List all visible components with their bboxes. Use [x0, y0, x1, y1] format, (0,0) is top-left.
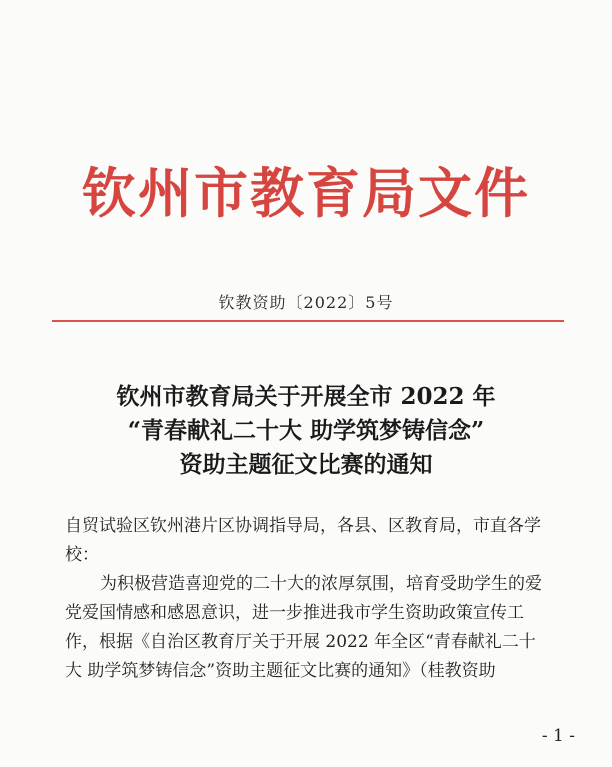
body-paragraph-line-2: 党爱国情感和感恩意识，进一步推进我市学生资助政策宣传工: [65, 603, 524, 623]
document-number: 钦教资助〔2022〕5号: [218, 293, 394, 312]
notice-title-line-2: “青春献礼二十大 助学筑梦铸信念”: [127, 417, 485, 444]
addressee-line-1: 自贸试验区钦州港片区协调指导局，各县、区教育局，市直各学: [65, 516, 541, 536]
notice-body: [65, 512, 565, 686]
notice-title-line-3: 资助主题征文比赛的通知: [179, 451, 433, 478]
notice-title: [0, 380, 612, 482]
red-divider-line: [52, 320, 564, 322]
body-paragraph-line-3: 作，根据《自治区教育厅关于开展 2022 年全区“青春献礼二十: [65, 632, 536, 652]
notice-title-line-1: 钦州市教育局关于开展全市 2022 年: [116, 383, 496, 410]
body-paragraph-line-1: 为积极营造喜迎党的二十大的浓厚氛围，培育受助学生的爱: [100, 574, 542, 594]
page-number: - 1 -: [541, 726, 575, 746]
addressee-line-2: 校：: [65, 545, 99, 565]
body-paragraph-line-4: 大 助学筑梦铸信念”资助主题征文比赛的通知》（桂教资助: [65, 661, 496, 681]
document-header-title: 钦州市教育局文件: [82, 161, 530, 225]
